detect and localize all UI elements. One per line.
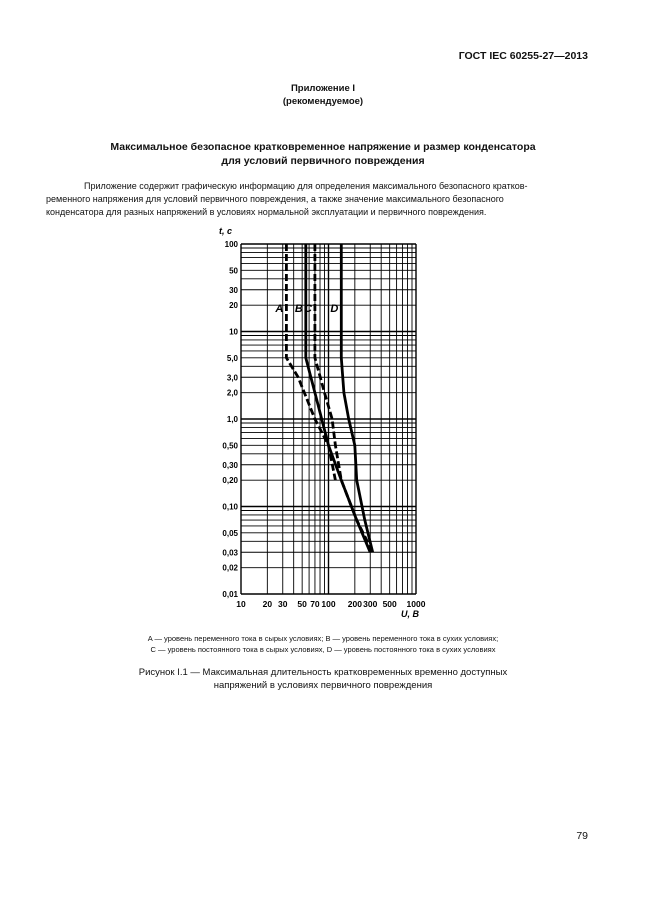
figure-caption [0, 666, 646, 692]
curve-label-c: C [303, 303, 312, 316]
intro-paragraph [46, 180, 586, 219]
x-axis-label: U, В [401, 609, 419, 619]
y-tick-label: 10 [229, 327, 238, 337]
curve-label-d: D [330, 303, 339, 316]
y-tick-label: 0,01 [222, 590, 238, 599]
y-tick-label: 1,0 [226, 415, 238, 424]
legend [60, 633, 586, 655]
x-tick-label: 50 [297, 599, 307, 609]
y-tick-label: 20 [229, 301, 238, 311]
y-axis-label: t, с [219, 226, 233, 236]
x-tick-label: 10 [236, 599, 246, 609]
page-number: 79 [576, 830, 588, 842]
document-code: ГОСТ IEC 60255-27—2013 [458, 50, 588, 62]
y-tick-label: 0,50 [222, 441, 238, 451]
intro-line1: Приложение содержит графическую информацию для определения максимального безопасного кратков- [84, 181, 528, 191]
intro-line3: конденсатора для разных напряжений в условиях нормальной эксплуатации и первичного повреждения. [46, 207, 487, 217]
appendix-title: Приложение I [290, 83, 356, 94]
intro-line2: ременного напряжения для условий первичного повреждения, а также значение максимального безопасного [46, 194, 504, 204]
y-tick-label: 0,20 [222, 476, 238, 486]
appendix-subtitle: (рекомендуемое) [282, 96, 364, 107]
x-tick-label: 20 [262, 599, 273, 609]
section-title-line2: для условий первичного повреждения [221, 155, 425, 167]
x-tick-label: 1000 [406, 599, 426, 609]
appendix-heading [0, 82, 646, 108]
x-tick-label: 100 [321, 599, 336, 609]
legend-line1: A — уровень переменного тока в сырых условиях; B — уровень переменного тока в сухих условиях; [147, 634, 499, 643]
caption-line1: Рисунок I.1 — Максимальная длительность кратковременных временно доступных [138, 667, 508, 678]
y-tick-label: 0,02 [222, 563, 238, 573]
section-title [0, 140, 646, 168]
voltage-time-chart [205, 222, 430, 622]
x-tick-label: 300 [363, 599, 378, 609]
x-tick-label: 500 [382, 599, 397, 609]
y-tick-label: 3,0 [226, 373, 238, 383]
y-tick-label: 100 [224, 240, 238, 249]
y-tick-label: 0,30 [222, 460, 238, 470]
y-tick-label: 0,03 [222, 548, 238, 558]
chart-grid [241, 244, 416, 594]
y-tick-label: 5,0 [226, 353, 238, 363]
y-tick-label: 0,10 [222, 502, 238, 512]
y-tick-label: 50 [229, 266, 238, 276]
x-tick-label: 70 [310, 599, 320, 609]
x-tick-label: 30 [278, 599, 288, 609]
y-tick-label: 0,05 [222, 528, 238, 538]
y-tick-label: 2,0 [226, 388, 238, 398]
section-title-line1: Максимальное безопасное кратковременное напряжение и размер конденсатора [110, 141, 536, 153]
curve-label-a: A [275, 303, 284, 316]
x-tick-label: 200 [347, 599, 362, 609]
legend-line2: C — уровень постоянного тока в сырых условиях, D — уровень постоянного тока в сухих условиях [150, 645, 496, 654]
curve-label-b: B [294, 303, 303, 316]
y-tick-label: 30 [229, 285, 238, 295]
caption-line2: напряжений в условиях первичного повреждения [213, 680, 433, 691]
